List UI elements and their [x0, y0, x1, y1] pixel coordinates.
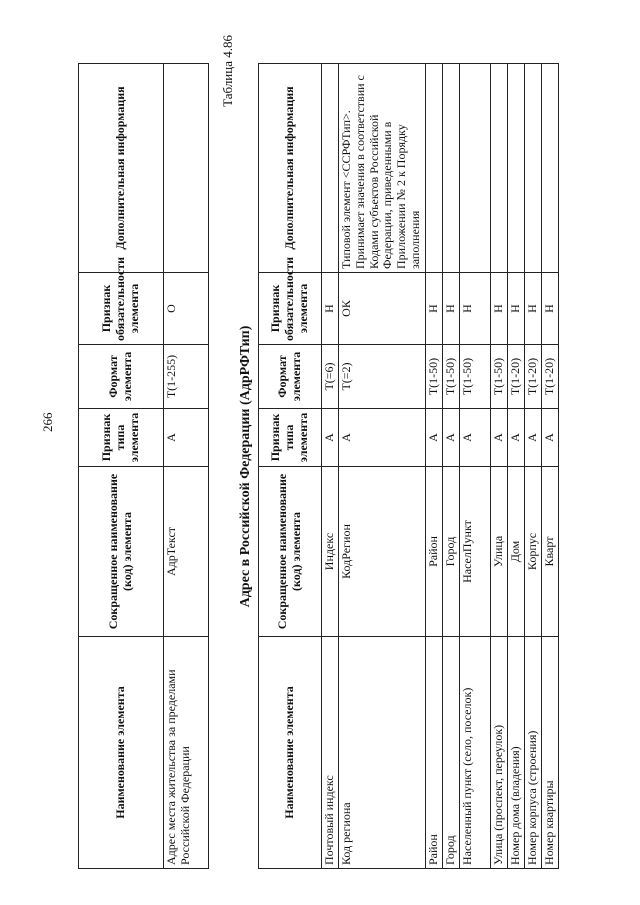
- table-continuation: [78, 63, 209, 869]
- cell: [426, 64, 443, 273]
- cell: Н: [322, 273, 339, 345]
- cell: А: [164, 409, 209, 467]
- cell: Район: [426, 637, 443, 869]
- cell: А: [339, 409, 426, 467]
- header-cell: Признак типа элемента: [259, 409, 322, 467]
- cell: Н: [426, 273, 443, 345]
- cell: А: [322, 409, 339, 467]
- header-cell: Сокращенное наименование (код) элемента: [79, 467, 164, 637]
- header-cell: Признак обязательности элемента: [79, 273, 164, 345]
- cell: А: [443, 409, 460, 467]
- cell: Номер корпуса (строения): [525, 637, 542, 869]
- cell: Н: [542, 273, 559, 345]
- cell: Почтовый индекс: [322, 637, 339, 869]
- header-cell: Сокращенное наименование (код) элемента: [259, 467, 322, 637]
- cell: [164, 64, 209, 273]
- cell: Н: [443, 273, 460, 345]
- cell: Город: [443, 467, 460, 637]
- cell: Номер дома (владения): [508, 637, 525, 869]
- cell: T(=2): [339, 345, 426, 409]
- table-row: [322, 64, 339, 869]
- cell: КодРегион: [339, 467, 426, 637]
- cell: T(1-50): [426, 345, 443, 409]
- cell: А: [542, 409, 559, 467]
- cell: Индекс: [322, 467, 339, 637]
- cell: Населенный пункт (село, поселок): [460, 637, 491, 869]
- header-cell: Признак обязательности элемента: [259, 273, 322, 345]
- cell: О: [164, 273, 209, 345]
- cell: T(1-20): [525, 345, 542, 409]
- cell: T(=6): [322, 345, 339, 409]
- cell: Адрес места жительства за пределами Российской Федерации: [164, 637, 209, 869]
- cell: Район: [426, 467, 443, 637]
- cell: Н: [460, 273, 491, 345]
- cell: [443, 64, 460, 273]
- header-cell: Формат элемента: [259, 345, 322, 409]
- table-row: [508, 64, 525, 869]
- header-cell: Наименование элемента: [259, 637, 322, 869]
- cell: НаселПункт: [460, 467, 491, 637]
- cell: Типовой элемент <ССРФТип>. Принимает значения в соответствии с Кодами субъектов Российской Федерации, приведенными в Приложении № 2 к Порядку заполнения: [339, 64, 426, 273]
- table-header-row: [79, 64, 164, 869]
- table-header-row: [259, 64, 322, 869]
- cell: А: [508, 409, 525, 467]
- cell: Дом: [508, 467, 525, 637]
- cell: [491, 64, 508, 273]
- cell: T(1-20): [542, 345, 559, 409]
- cell: T(1-20): [508, 345, 525, 409]
- table-title: Адрес в Российской Федерации (АдрРФТип): [238, 325, 253, 608]
- cell: Н: [525, 273, 542, 345]
- page-number: 266: [40, 412, 55, 432]
- cell: А: [491, 409, 508, 467]
- table-row: [426, 64, 443, 869]
- cell: ОК: [339, 273, 426, 345]
- cell: А: [426, 409, 443, 467]
- header-cell: Дополнительная информация: [79, 64, 164, 273]
- table-caption: Таблица 4.86: [220, 35, 235, 107]
- cell: Корпус: [525, 467, 542, 637]
- header-cell: Дополнительная информация: [259, 64, 322, 273]
- cell: T(1-50): [460, 345, 491, 409]
- cell: Н: [491, 273, 508, 345]
- cell: Н: [508, 273, 525, 345]
- cell: Город: [443, 637, 460, 869]
- header-cell: Признак типа элемента: [79, 409, 164, 467]
- cell: Улица (проспект, переулок): [491, 637, 508, 869]
- cell: Улица: [491, 467, 508, 637]
- cell: Кварт: [542, 467, 559, 637]
- table-row: [525, 64, 542, 869]
- table-row: [443, 64, 460, 869]
- table-row: [542, 64, 559, 869]
- cell: А: [525, 409, 542, 467]
- cell: [508, 64, 525, 273]
- cell: Код региона: [339, 637, 426, 869]
- cell: Т(1-255): [164, 345, 209, 409]
- table-row: [164, 64, 209, 869]
- header-cell: Формат элемента: [79, 345, 164, 409]
- cell: А: [460, 409, 491, 467]
- cell: Номер квартиры: [542, 637, 559, 869]
- cell: T(1-50): [491, 345, 508, 409]
- table-row: [339, 64, 426, 869]
- header-cell: Наименование элемента: [79, 637, 164, 869]
- cell: [322, 64, 339, 273]
- table-address-rf: [258, 63, 559, 869]
- cell: [525, 64, 542, 273]
- cell: T(1-50): [443, 345, 460, 409]
- table-row: [460, 64, 491, 869]
- cell: [542, 64, 559, 273]
- cell: АдрТекст: [164, 467, 209, 637]
- cell: [460, 64, 491, 273]
- table-row: [491, 64, 508, 869]
